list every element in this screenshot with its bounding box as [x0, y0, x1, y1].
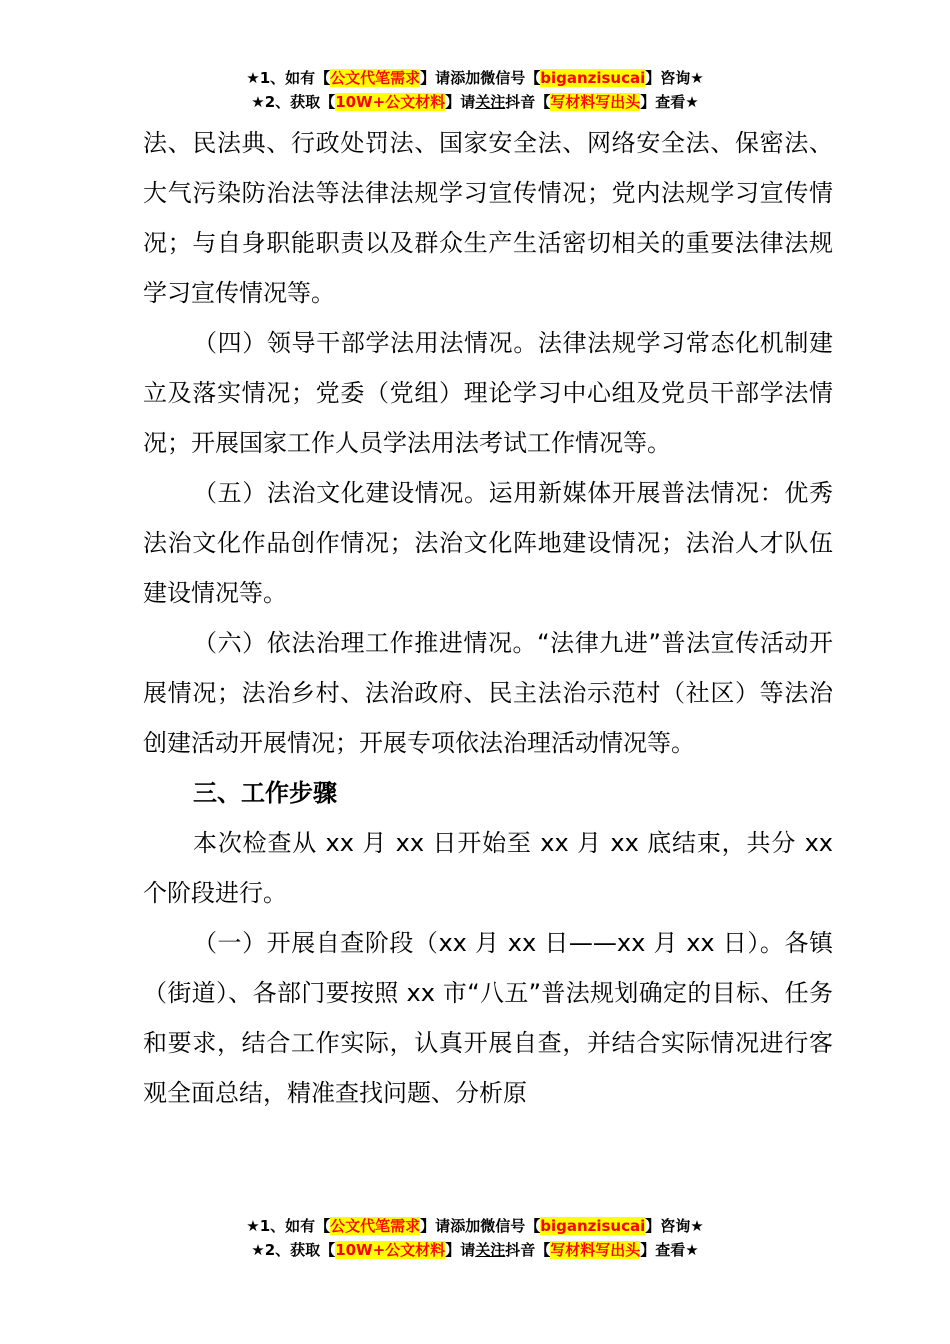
banner-text: ★2、获取【	[251, 93, 336, 111]
banner-highlight: 写材料写出头	[550, 93, 641, 111]
paragraph: （一）开展自查阶段（xx 月 xx 日——xx 月 xx 日）。各镇（街道）、各部门要按照 xx 市“八五”普法规划确定的目标、任务和要求，结合工作实际，认真开展自查，并结合实际情况进行客观全面总结，精准查找问题、分析原	[143, 929, 833, 1107]
header-banner	[0, 66, 950, 114]
banner-highlight: 公文代笔需求	[330, 69, 421, 87]
banner-text: 微信号【	[480, 1217, 541, 1235]
banner-text: ★1、如有【	[246, 1217, 331, 1235]
banner-text: 微信号【	[480, 69, 541, 87]
banner-text: 】请	[445, 93, 476, 111]
banner-emphasis: 关注	[475, 1241, 506, 1259]
document-body	[143, 118, 833, 1118]
banner-line-2	[0, 90, 950, 114]
paragraph: （六）依法治理工作推进情况。“法律九进”普法宣传活动开展情况；法治乡村、法治政府、民主法治示范村（社区）等法治创建活动开展情况；开展专项依法治理活动情况等。	[143, 629, 833, 757]
banner-text: ★2、获取【	[251, 1241, 336, 1259]
paragraph: （四）领导干部学法用法情况。法律法规学习常态化机制建立及落实情况；党委（党组）理论学习中心组及党员干部学法情况；开展国家工作人员学法用法考试工作情况等。	[143, 329, 833, 457]
paragraph: （五）法治文化建设情况。运用新媒体开展普法情况：优秀法治文化作品创作情况；法治文化阵地建设情况；法治人才队伍建设情况等。	[143, 479, 833, 607]
banner-highlight: 写材料写出头	[550, 1241, 641, 1259]
banner-emphasis: 添加	[450, 1217, 481, 1235]
banner-text: 抖音【	[505, 93, 551, 111]
banner-emphasis: 添加	[450, 69, 481, 87]
banner-text: 】请	[420, 69, 451, 87]
footer-banner	[0, 1214, 950, 1262]
banner-highlight: biganzisucai	[540, 1217, 646, 1235]
section-heading: 三、工作步骤	[193, 779, 337, 807]
banner-text: 】请	[420, 1217, 451, 1235]
banner-highlight: biganzisucai	[540, 69, 646, 87]
banner-highlight: 10W+公文材料	[335, 93, 446, 111]
paragraph: 法、民法典、行政处罚法、国家安全法、网络安全法、保密法、大气污染防治法等法律法规学习宣传情况；党内法规学习宣传情况；与自身职能职责以及群众生产生活密切相关的重要法律法规学习宣传情况等。	[143, 129, 833, 307]
banner-text: 抖音【	[505, 1241, 551, 1259]
banner-line-2	[0, 1238, 950, 1262]
banner-highlight: 公文代笔需求	[330, 1217, 421, 1235]
banner-emphasis: 关注	[475, 93, 506, 111]
banner-line-1	[0, 66, 950, 90]
banner-text: 】请	[445, 1241, 476, 1259]
banner-text: 】咨询★	[645, 69, 704, 87]
banner-text: ★1、如有【	[246, 69, 331, 87]
banner-line-1	[0, 1214, 950, 1238]
banner-text: 】咨询★	[645, 1217, 704, 1235]
banner-text: 】查看★	[640, 1241, 699, 1259]
banner-highlight: 10W+公文材料	[335, 1241, 446, 1259]
paragraph: 本次检查从 xx 月 xx 日开始至 xx 月 xx 底结束，共分 xx 个阶段进行。	[143, 829, 833, 907]
banner-text: 】查看★	[640, 93, 699, 111]
